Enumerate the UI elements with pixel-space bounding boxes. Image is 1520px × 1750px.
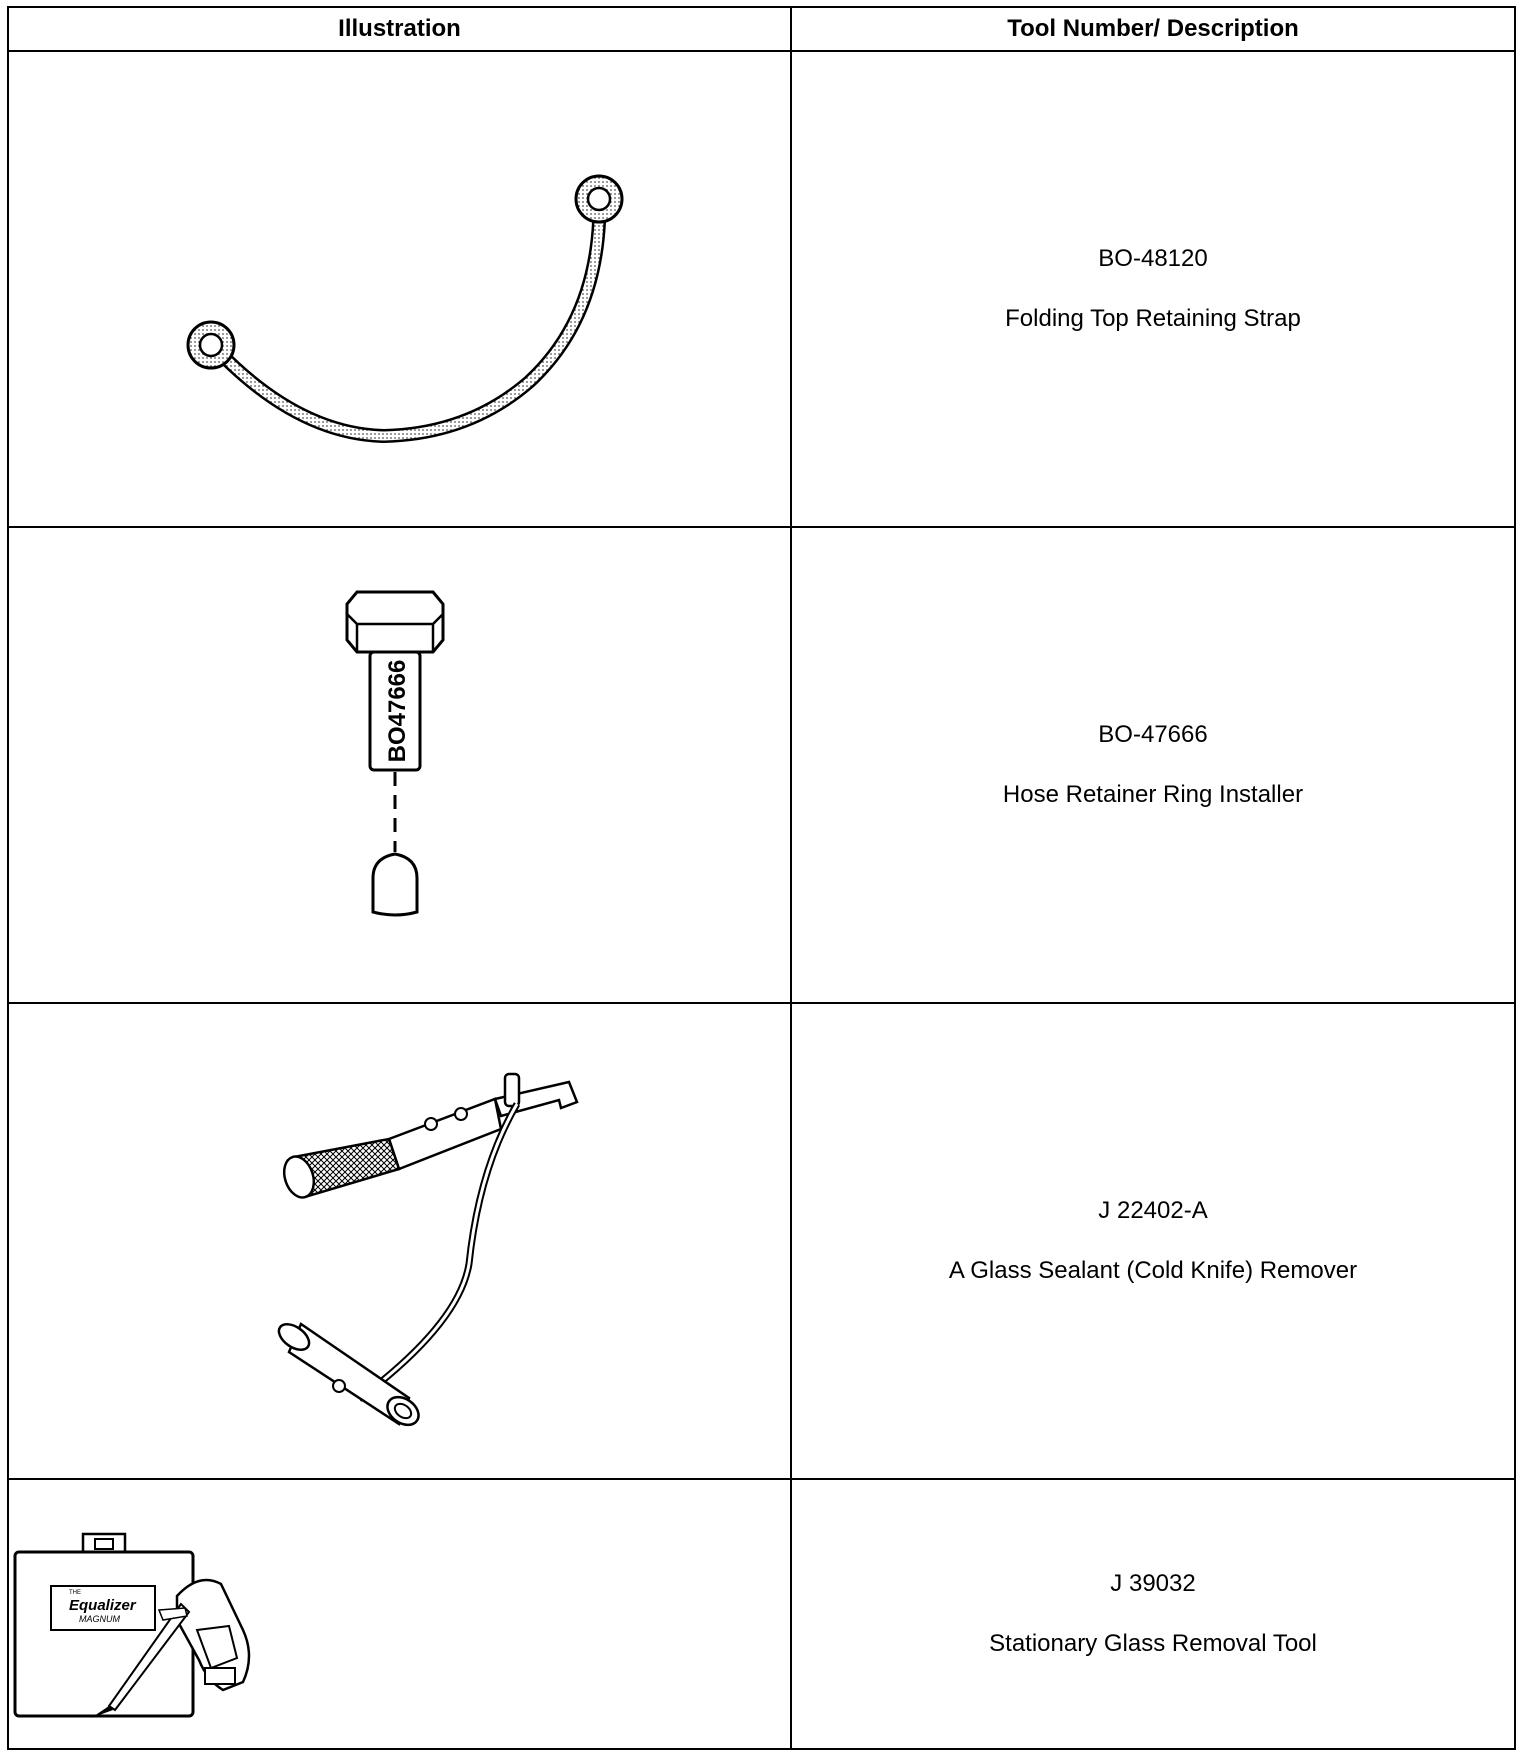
special-tools-table xyxy=(7,6,1516,1750)
illustration-header: Illustration xyxy=(8,7,791,51)
glass-removal-tool-icon xyxy=(9,1480,792,1748)
tool-engraving-label: BO47666 xyxy=(384,659,411,763)
tool-description: A Glass Sealant (Cold Knife) Remover xyxy=(948,1257,1358,1284)
table-row xyxy=(8,1479,1515,1749)
label-brand: Equalizer xyxy=(69,1597,136,1614)
tool-number: BO-48120 xyxy=(1098,245,1208,272)
tool-description: Folding Top Retaining Strap xyxy=(1005,305,1301,332)
illustration-cell xyxy=(8,1003,791,1479)
cold-knife-icon xyxy=(9,1004,792,1478)
header-row xyxy=(8,7,1515,51)
illustration-cell xyxy=(8,1479,791,1749)
tool-number: BO-47666 xyxy=(1098,721,1208,748)
table-row xyxy=(8,527,1515,1003)
description-cell xyxy=(791,1003,1515,1479)
label-prefix: THE xyxy=(69,1590,81,1596)
description-cell xyxy=(791,527,1515,1003)
description-cell xyxy=(791,51,1515,527)
tool-number: J 39032 xyxy=(1110,1570,1196,1597)
description-header: Tool Number/ Description xyxy=(791,7,1515,51)
illustration-cell xyxy=(8,51,791,527)
table-row xyxy=(8,1003,1515,1479)
ring-installer-icon xyxy=(9,528,792,1002)
tool-description: Stationary Glass Removal Tool xyxy=(989,1630,1317,1657)
description-cell xyxy=(791,1479,1515,1749)
illustration-cell xyxy=(8,527,791,1003)
table-row xyxy=(8,51,1515,527)
tool-number: J 22402-A xyxy=(1098,1197,1208,1224)
retaining-strap-icon xyxy=(9,52,792,526)
label-model: MAGNUM xyxy=(79,1614,120,1624)
tool-description: Hose Retainer Ring Installer xyxy=(1002,781,1304,808)
